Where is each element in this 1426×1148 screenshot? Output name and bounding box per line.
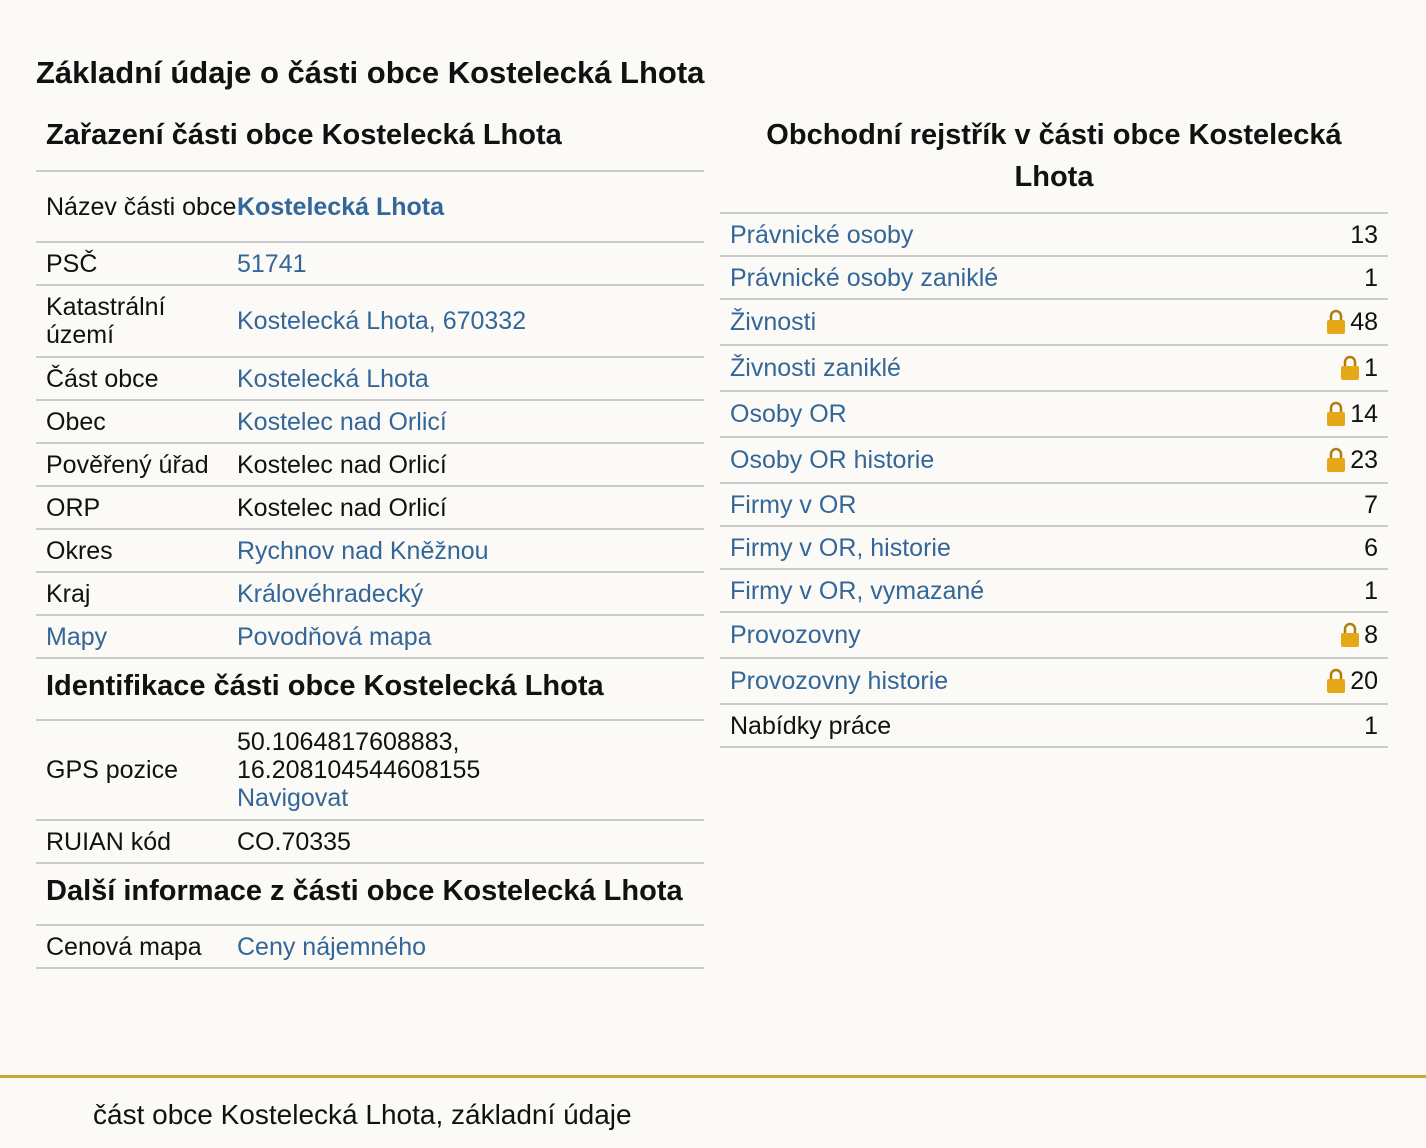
trades-link[interactable]: Živnosti: [730, 308, 817, 336]
count: 1: [1364, 263, 1378, 292]
table-row: [36, 616, 704, 659]
count-value: 23: [1350, 446, 1378, 474]
row-label: GPS pozice: [46, 756, 179, 784]
list-item: [720, 705, 1388, 748]
job-offers-label: Nabídky práce: [730, 711, 892, 740]
count-with-lock: [1340, 621, 1378, 649]
list-item: [720, 484, 1388, 527]
row-label: RUIAN kód: [46, 827, 172, 856]
count: 6: [1364, 533, 1378, 562]
count-with-lock: [1340, 354, 1378, 382]
ruian-value: CO.70335: [237, 827, 351, 856]
lock-icon: [1326, 309, 1346, 335]
count: 13: [1350, 220, 1378, 249]
row-label: ORP: [46, 493, 101, 522]
postal-code-link[interactable]: 51741: [237, 249, 307, 278]
row-label: Název části obce: [46, 192, 237, 221]
flood-map-link[interactable]: Povodňová mapa: [237, 622, 432, 651]
classification-heading: Zařazení části obce Kostelecká Lhota: [36, 112, 704, 172]
or-persons-history-link[interactable]: Osoby OR historie: [730, 446, 935, 474]
count-with-lock: [1326, 667, 1378, 695]
list-item: [720, 346, 1388, 392]
list-item: [720, 527, 1388, 570]
region-link[interactable]: Královéhradecký: [237, 579, 424, 608]
count-value: 14: [1350, 400, 1378, 428]
navigate-link[interactable]: Navigovat: [237, 784, 349, 812]
table-row: [36, 358, 704, 401]
row-label: Cenová mapa: [46, 932, 202, 961]
table-row: [36, 487, 704, 530]
list-item: [720, 257, 1388, 300]
table-row: [36, 573, 704, 616]
list-item: [720, 613, 1388, 659]
lock-icon: [1326, 447, 1346, 473]
list-item: [720, 300, 1388, 346]
list-item: [720, 392, 1388, 438]
row-label: Obec: [46, 407, 106, 436]
row-label: Část obce: [46, 364, 159, 393]
footer-divider: [0, 1075, 1426, 1078]
legal-entities-defunct-link[interactable]: Právnické osoby zaniklé: [730, 263, 999, 292]
table-row: [36, 821, 704, 864]
count-with-lock: [1326, 400, 1378, 428]
or-companies-deleted-link[interactable]: Firmy v OR, vymazané: [730, 576, 985, 605]
gps-longitude: 16.208104544608155: [237, 756, 481, 784]
table-row: [36, 286, 704, 358]
table-row: [36, 172, 704, 243]
table-row: [36, 926, 704, 969]
more-info-heading: Další informace z části obce Kostelecká Lhota: [36, 864, 704, 926]
orp-value: Kostelec nad Orlicí: [237, 493, 447, 522]
lock-icon: [1340, 355, 1360, 381]
count: 1: [1364, 576, 1378, 605]
count-with-lock: [1326, 308, 1378, 336]
or-companies-history-link[interactable]: Firmy v OR, historie: [730, 533, 951, 562]
gps-latitude: 50.1064817608883,: [237, 728, 460, 756]
page-title: Základní údaje o části obce Kostelecká Lhota: [36, 55, 705, 90]
count-value: 8: [1364, 621, 1378, 649]
lock-icon: [1340, 622, 1360, 648]
municipality-part-link[interactable]: Kostelecká Lhota: [237, 364, 429, 393]
row-label: Katastrální území: [46, 293, 166, 349]
footer-caption: část obce Kostelecká Lhota, základní údaje: [93, 1099, 632, 1130]
premises-history-link[interactable]: Provozovny historie: [730, 667, 949, 695]
part-name-link[interactable]: Kostelecká Lhota: [237, 192, 445, 221]
count: 7: [1364, 490, 1378, 519]
lock-icon: [1326, 668, 1346, 694]
row-label: Okres: [46, 536, 113, 565]
municipality-link[interactable]: Kostelec nad Orlicí: [237, 407, 447, 436]
registry-heading: Obchodní rejstřík v části obce Kostelecká Lhota: [720, 112, 1388, 214]
table-row: [36, 444, 704, 487]
count-value: 1: [1364, 354, 1378, 382]
lock-icon: [1326, 401, 1346, 427]
rent-prices-link[interactable]: Ceny nájemného: [237, 932, 427, 961]
list-item: [720, 570, 1388, 613]
maps-link[interactable]: Mapy: [46, 622, 108, 651]
identification-heading: Identifikace části obce Kostelecká Lhota: [36, 659, 704, 721]
row-label: PSČ: [46, 249, 98, 278]
table-row: [36, 243, 704, 286]
municipality-info-column: [36, 112, 704, 969]
or-companies-link[interactable]: Firmy v OR: [730, 490, 857, 519]
table-row: [36, 401, 704, 444]
gps-value: [237, 728, 704, 812]
row-label: Pověřený úřad: [46, 450, 209, 479]
district-link[interactable]: Rychnov nad Kněžnou: [237, 536, 489, 565]
cadastral-area-link[interactable]: Kostelecká Lhota, 670332: [237, 307, 527, 335]
list-item: [720, 438, 1388, 484]
trades-defunct-link[interactable]: Živnosti zaniklé: [730, 354, 901, 382]
legal-entities-link[interactable]: Právnické osoby: [730, 220, 914, 249]
table-row: [36, 530, 704, 573]
count-with-lock: [1326, 446, 1378, 474]
count: 1: [1364, 711, 1378, 740]
count-value: 48: [1350, 308, 1378, 336]
table-row: [36, 721, 704, 821]
count-value: 20: [1350, 667, 1378, 695]
list-item: [720, 659, 1388, 705]
business-registry-column: [720, 112, 1388, 748]
list-item: [720, 214, 1388, 257]
row-label: Kraj: [46, 579, 91, 608]
premises-link[interactable]: Provozovny: [730, 621, 861, 649]
authorized-office-value: Kostelec nad Orlicí: [237, 450, 447, 479]
or-persons-link[interactable]: Osoby OR: [730, 400, 847, 428]
